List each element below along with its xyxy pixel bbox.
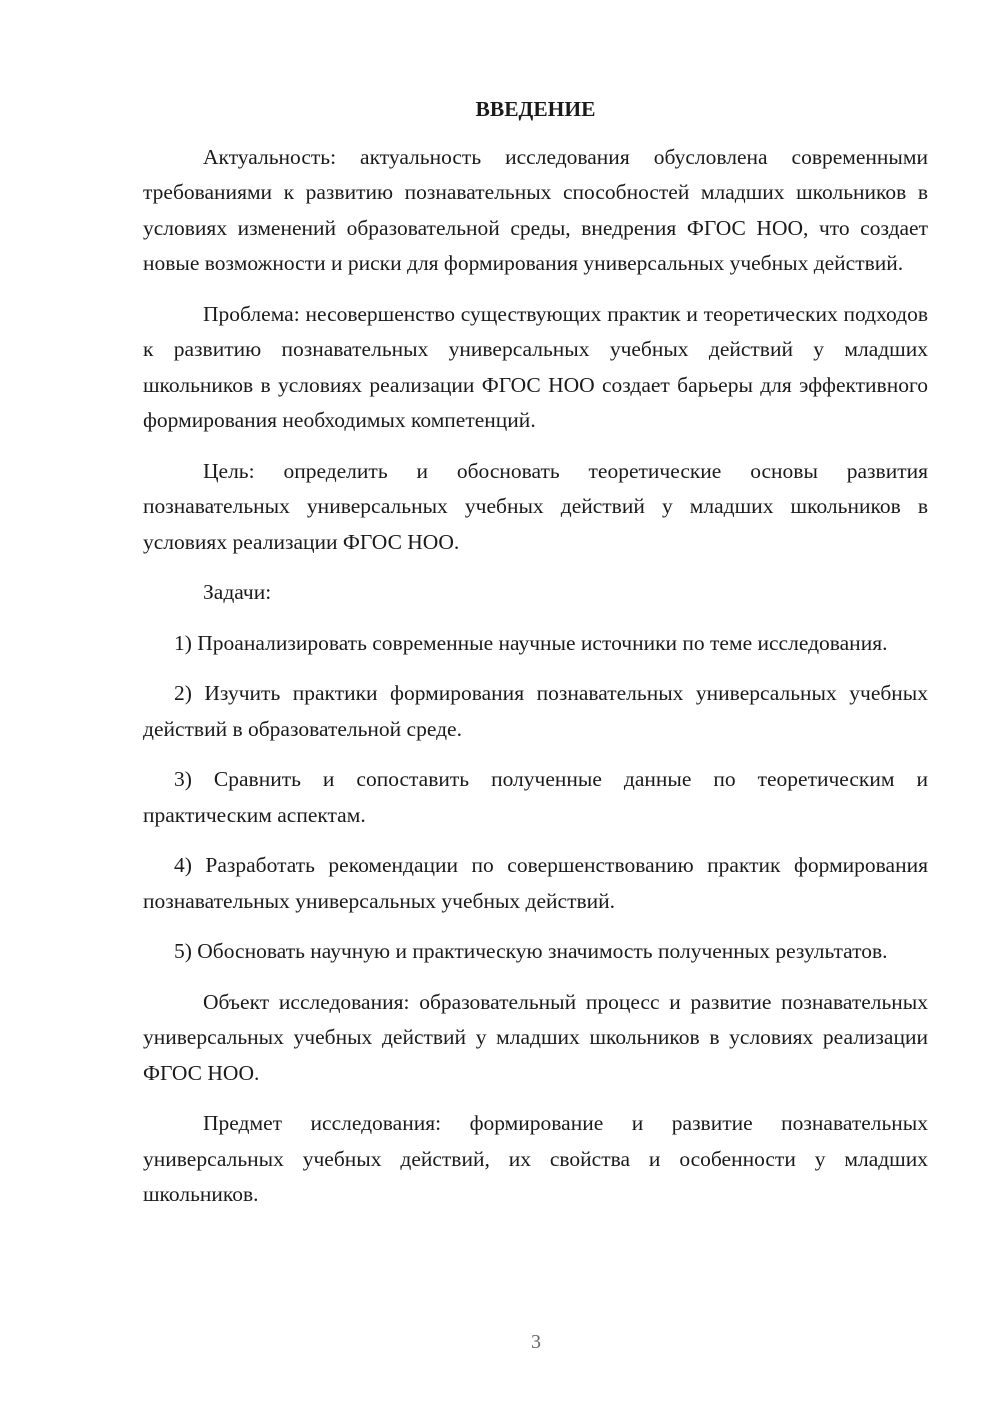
task-item: 4) Разработать рекомендации по совершенствованию практик формирования познавательных универсальных учебных действий.	[143, 853, 928, 913]
task-item: 3) Сравнить и сопоставить полученные данные по теоретическим и практическим аспектам.	[143, 767, 928, 827]
section-title: ВВЕДЕНИЕ	[475, 97, 596, 121]
goal-paragraph: Цель: определить и обосновать теоретические основы развития познавательных универсальных учебных действий у младших школьников в условиях реализации ФГОС НОО.	[143, 458, 928, 554]
task-item: 5) Обосновать научную и практическую значимость полученных результатов.	[174, 939, 888, 963]
object-paragraph: Объект исследования: образовательный процесс и развитие познавательных универсальных учебных действий у младших школьников в условиях реализации ФГОС НОО.	[143, 989, 928, 1085]
task-item: 1) Проанализировать современные научные источники по теме исследования.	[174, 630, 888, 655]
tasks-heading: Задачи:	[203, 580, 272, 604]
subject-paragraph: Предмет исследования: формирование и развитие познавательных универсальных учебных действий, их свойства и особенности у младших школьников.	[143, 1111, 928, 1206]
page-number: 3	[531, 1331, 541, 1353]
problem-paragraph: Проблема: несовершенство существующих практик и теоретических подходов к развитию познавательных универсальных учебных действий у младших школьников в условиях реализации ФГОС НОО создает барьеры для эффективного формирования необходимых компетенций.	[143, 301, 928, 432]
page-content	[143, 92, 928, 1228]
relevance-paragraph: Актуальность: актуальность исследования обусловлена современными требованиями к развитию познавательных способностей младших школьников в условиях изменений образовательной среды, внедрения ФГОС НОО, что создает новые возможности и риски для формирования универсальных учебных действий.	[143, 144, 928, 275]
task-item: 2) Изучить практики формирования познавательных универсальных учебных действий в образовательной среде.	[143, 681, 928, 741]
